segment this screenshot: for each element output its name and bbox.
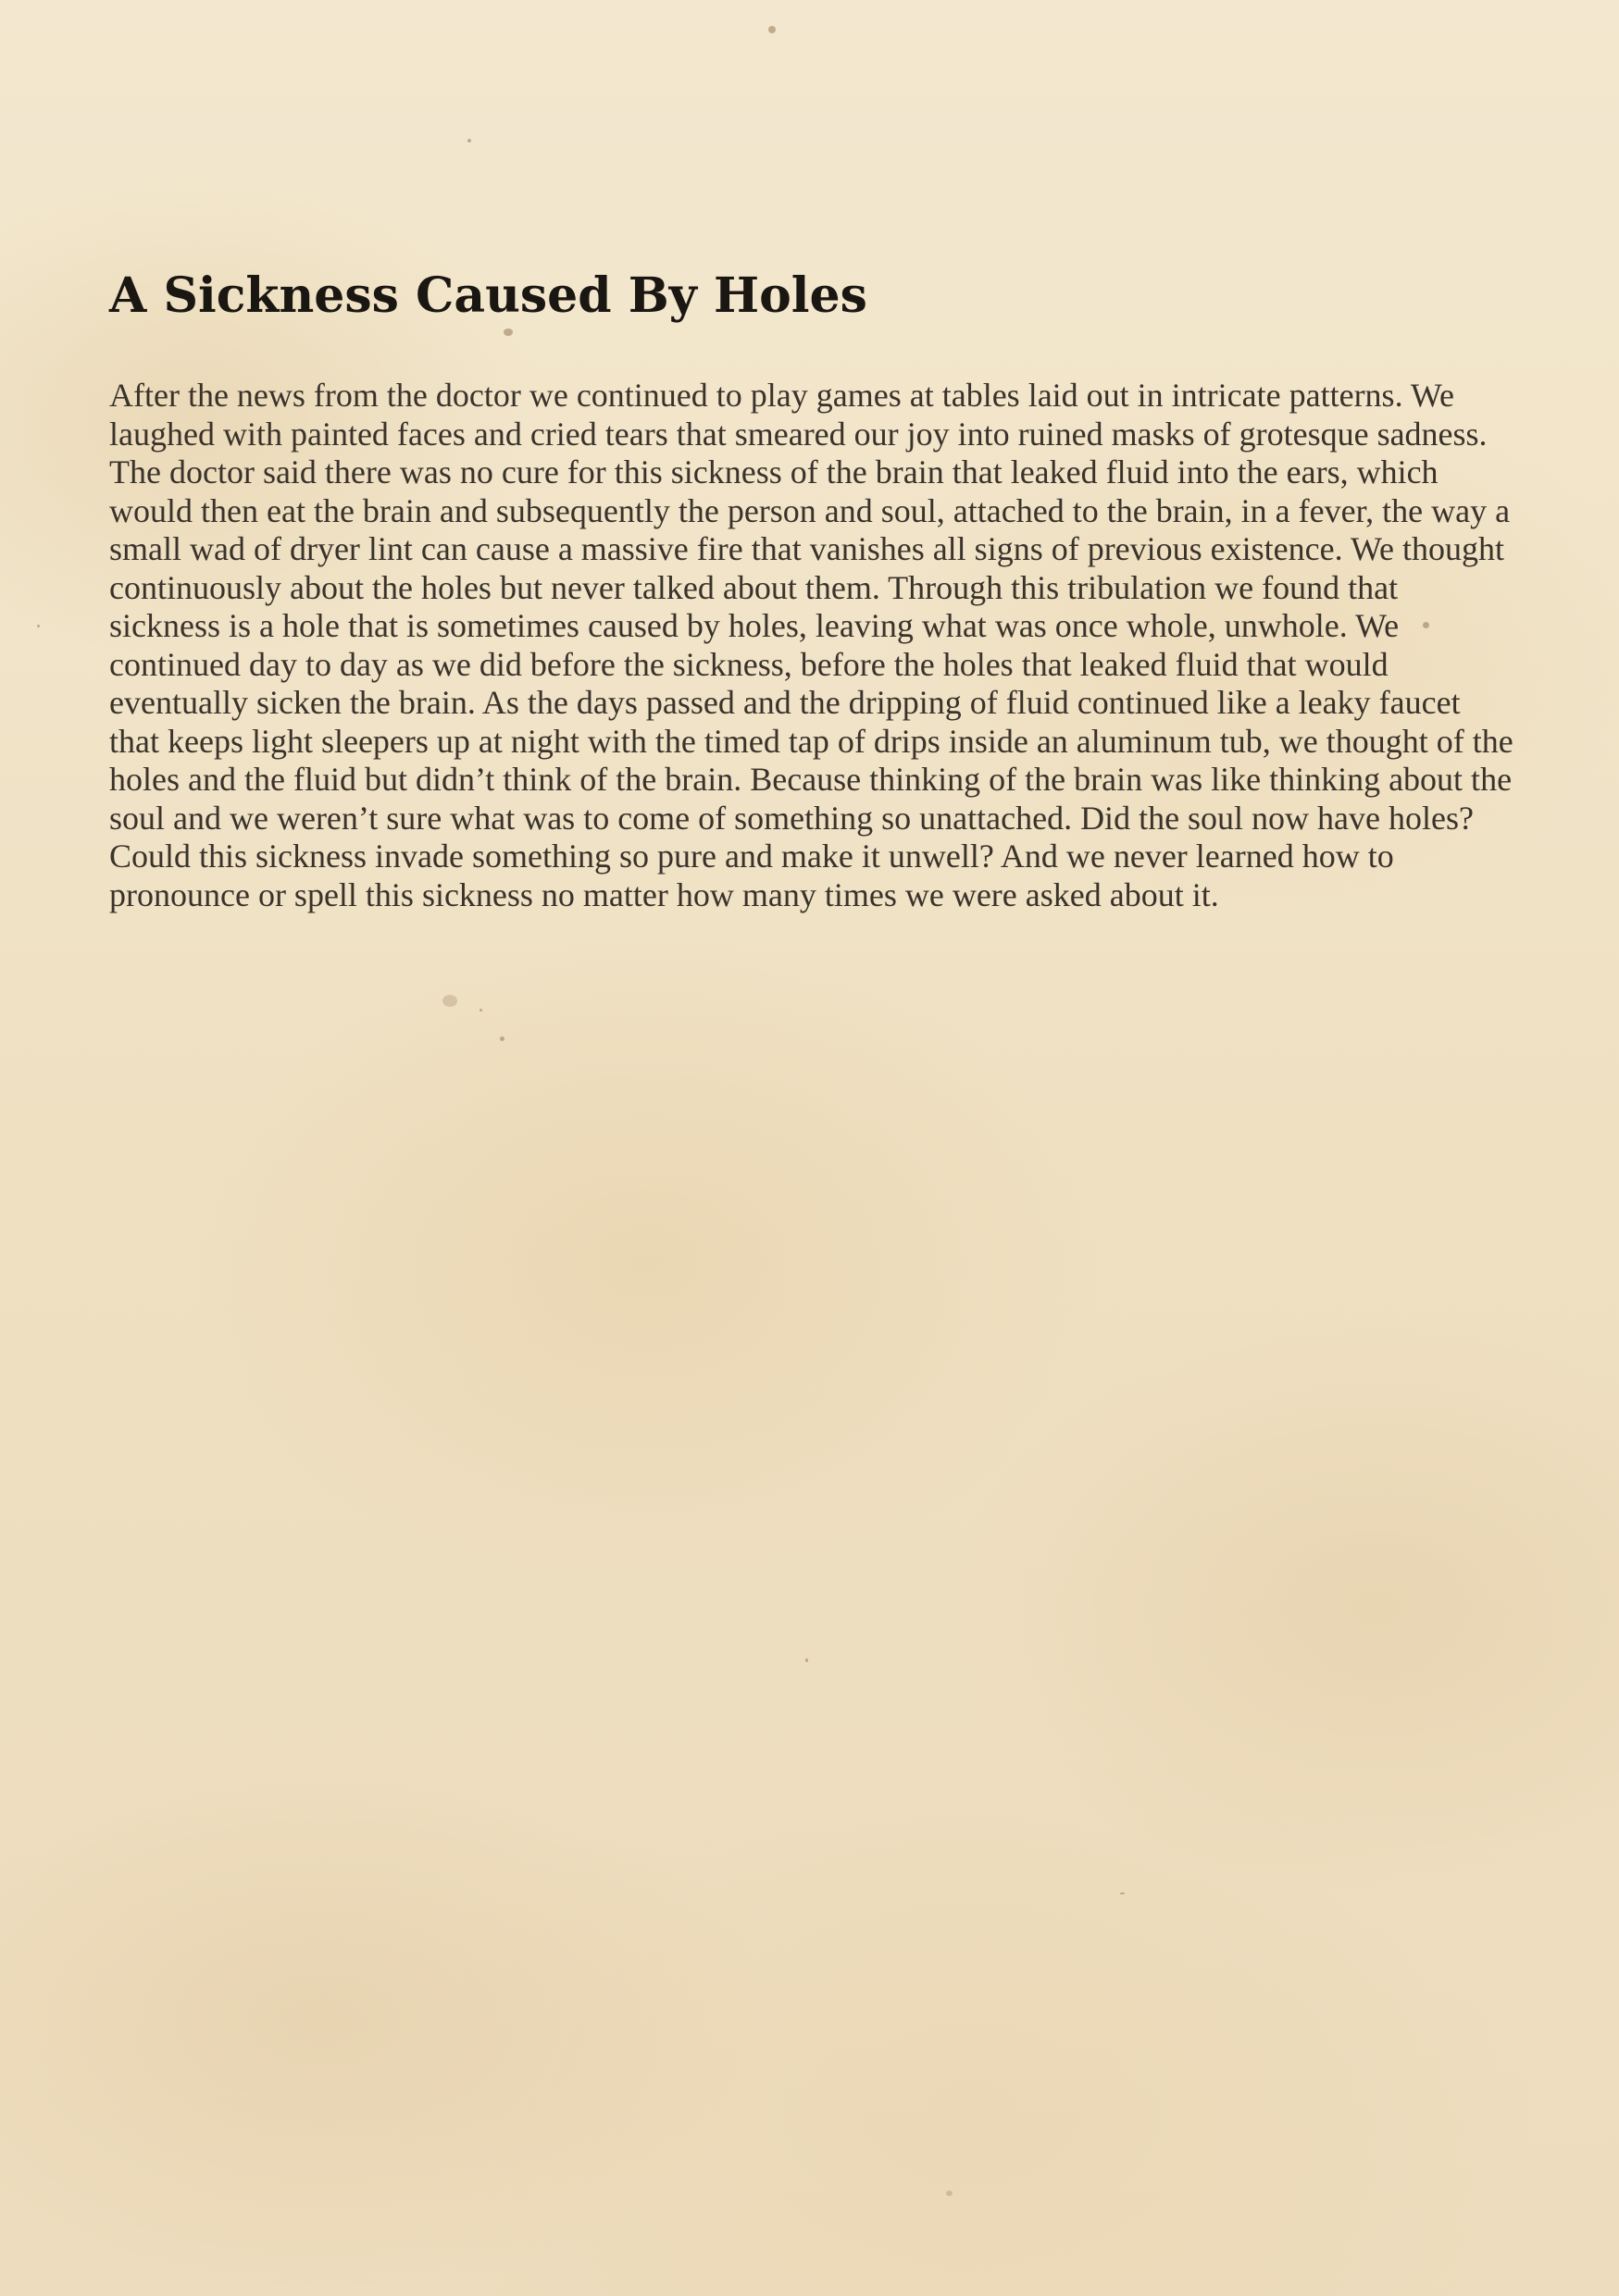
paper-speck: [768, 26, 776, 33]
paper-speck: [442, 995, 457, 1007]
paper-speck: [946, 2191, 953, 2196]
paper-speck: [805, 1658, 808, 1662]
document-body-paragraph: After the news from the doctor we continued to play games at tables laid out in intricate patterns. We laughed with painted faces and cried tears that smeared our joy into ruined masks of grotesque sadness. The doctor said there was no cure for this sickness of the brain that leaked fluid into the ears, which would then eat the brain and subsequently the person and soul, attached to the brain, in a fever, the way a small wad of dryer lint can cause a massive fire that vanishes all signs of previous existence. We thought continuously about the holes but never talked about them. Through this tribulation we found that sickness is a hole that is sometimes caused by holes, leaving what was once whole, unwhole. We continued day to day as we did before the sickness, before the holes that leaked fluid that would eventually sicken the brain. As the days passed and the dripping of fluid continued like a leaky faucet that keeps light sleepers up at night with the timed tap of drips inside an aluminum tub, we thought of the holes and the fluid but didn’t think of the brain. Because thinking of the brain was like thinking about the soul and we weren’t sure what was to come of something so unattached. Did the soul now have holes? Could this sickness invade something so pure and make it unwell? And we never learned how to pronounce or spell this sickness no matter how many times we were asked about it.: [109, 377, 1513, 913]
paper-speck: [1120, 1893, 1125, 1894]
paper-speck: [467, 139, 471, 143]
document-content: [109, 264, 1516, 914]
paper-speck: [479, 1009, 482, 1011]
paper-speck: [37, 625, 40, 627]
paper-speck: [500, 1036, 504, 1041]
document-title: A Sickness Caused By Holes: [109, 267, 867, 324]
